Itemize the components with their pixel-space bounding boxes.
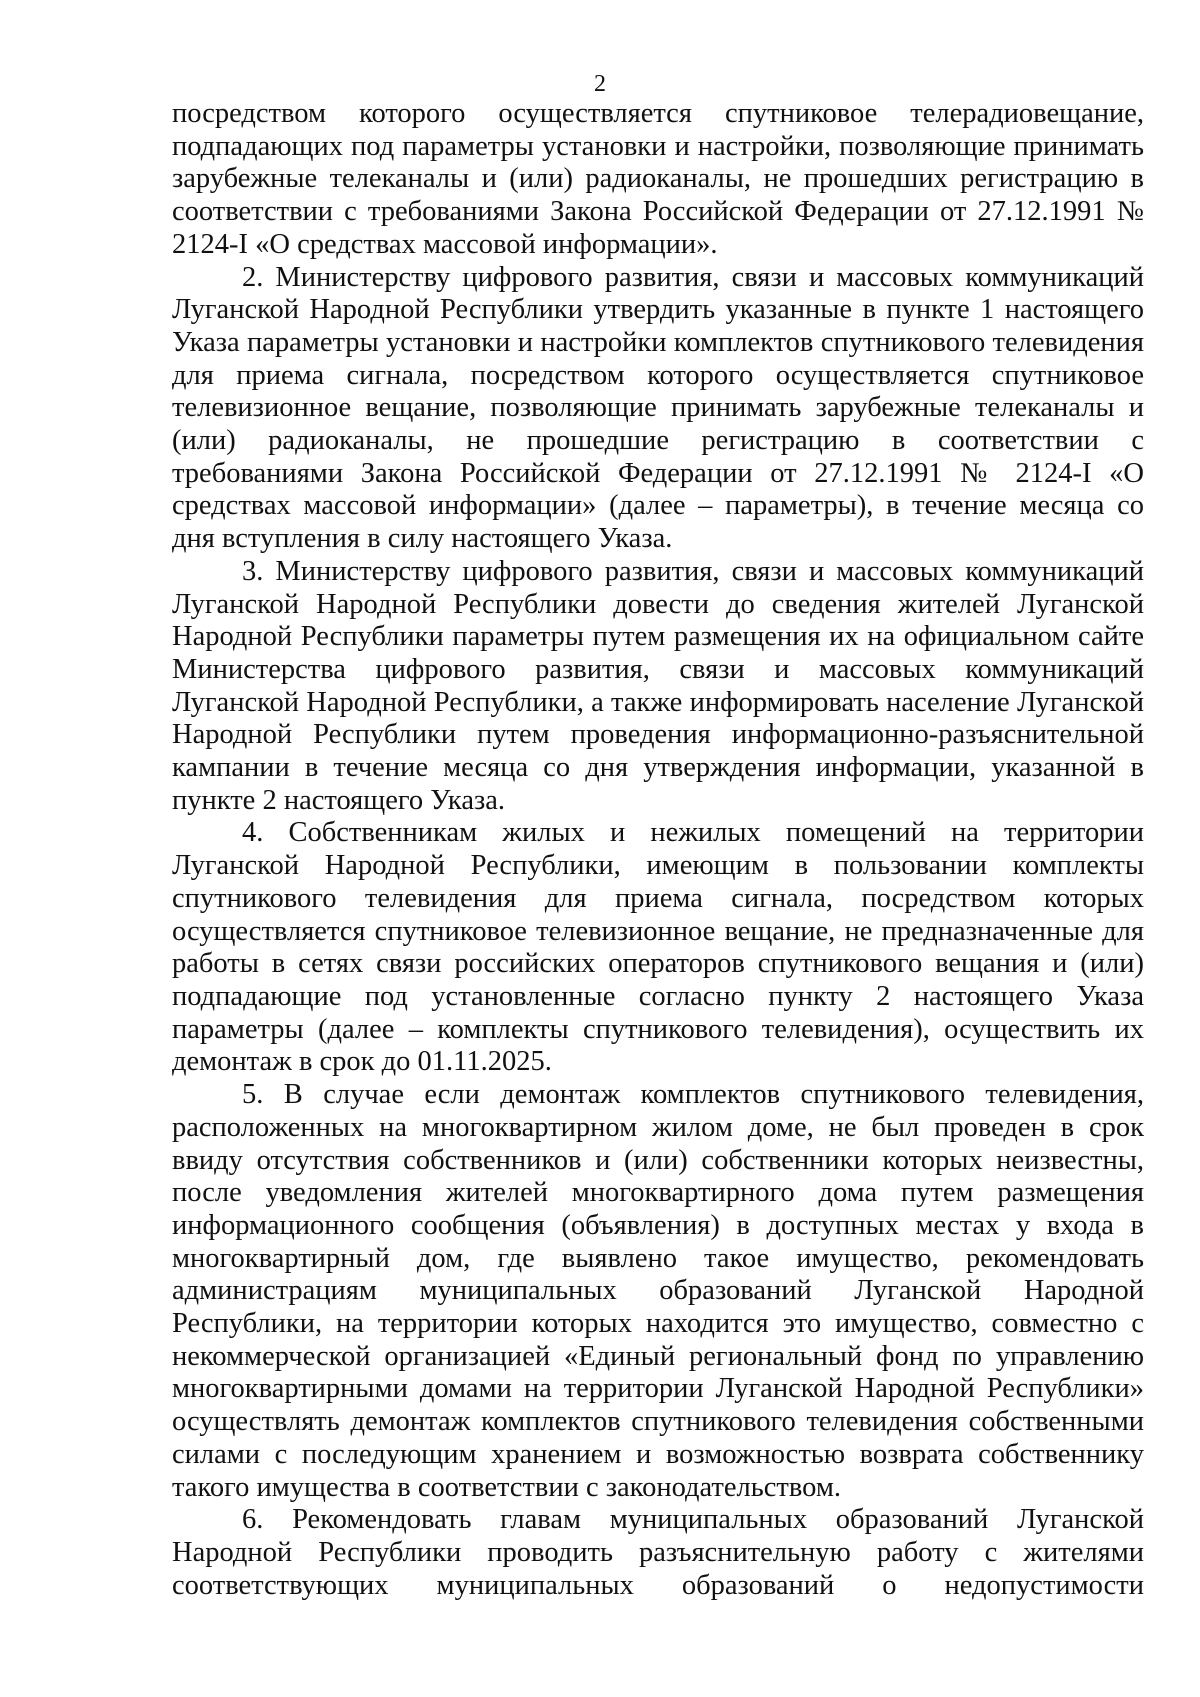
paragraph-item-4: 4. Собственникам жилых и нежилых помещений на территории Луганской Народной Республики, имеющим в пользовании комплекты спутникового телевидения для приема сигнала, посредством которых осуществляется спутниковое телевизионное вещание, не предназначенные для работы в сетях связи российских операторов спутникового вещания и (или) подпадающие под установленные согласно пункту 2 настоящего Указа параметры (далее – комплекты спутникового телевидения), осуществить их демонтаж в срок до 01.11.2025. xyxy=(172,817,1144,1078)
paragraph-item-5: 5. В случае если демонтаж комплектов спутникового телевидения, расположенных на многоквартирном жилом доме, не был проведен в срок ввиду отсутствия собственников и (или) собственники которых неизвестны, после уведомления жителей многоквартирного дома путем размещения информационного сообщения (объявления) в доступных местах у входа в многоквартирный дом, где выявлено такое имущество, рекомендовать администрациям муниципальных образований Луганской Народной Республики, на территории которых находится это имущество, совместно с некоммерческой организацией «Единый региональный фонд по управлению многоквартирными домами на территории Луганской Народной Республики» осуществлять демонтаж комплектов спутникового телевидения собственными силами с последующим хранением и возможностью возврата собственнику такого имущества в соответствии с законодательством. xyxy=(172,1079,1144,1503)
paragraph-continuation: посредством которого осуществляется спутниковое телерадиовещание, подпадающих под параметры установки и настройки, позволяющие принимать зарубежные телеканалы и (или) радиоканалы, не прошедших регистрацию в соответствии с требованиями Закона Российской Федерации от 27.12.1991 № 2124-I «О средствах массовой информации». xyxy=(172,98,1144,260)
page-number: 2 xyxy=(594,71,606,97)
paragraph-item-6: 6. Рекомендовать главам муниципальных образований Луганской Народной Республики проводить разъяснительную работу с жителями соответствующих муниципальных образований о недопустимости xyxy=(172,1504,1144,1601)
paragraph-item-2: 2. Министерству цифрового развития, связи и массовых коммуникаций Луганской Народной Республики утвердить указанные в пункте 1 настоящего Указа параметры установки и настройки комплектов спутникового телевидения для приема сигнала, посредством которого осуществляется спутниковое телевизионное вещание, позволяющие принимать зарубежные телеканалы и (или) радиоканалы, не прошедшие регистрацию в соответствии с требованиями Закона Российской Федерации от 27.12.1991 № 2124-I «О средствах массовой информации» (далее – параметры), в течение месяца со дня вступления в силу настоящего Указа. xyxy=(172,261,1144,555)
paragraph-item-3: 3. Министерству цифрового развития, связи и массовых коммуникаций Луганской Народной Республики довести до сведения жителей Луганской Народной Республики параметры путем размещения их на официальном сайте Министерства цифрового развития, связи и массовых коммуникаций Луганской Народной Республики, а также информировать население Луганской Народной Республики путем проведения информационно-разъяснительной кампании в течение месяца со дня утверждения информации, указанной в пункте 2 настоящего Указа. xyxy=(172,555,1144,816)
document-body xyxy=(172,98,1144,1602)
